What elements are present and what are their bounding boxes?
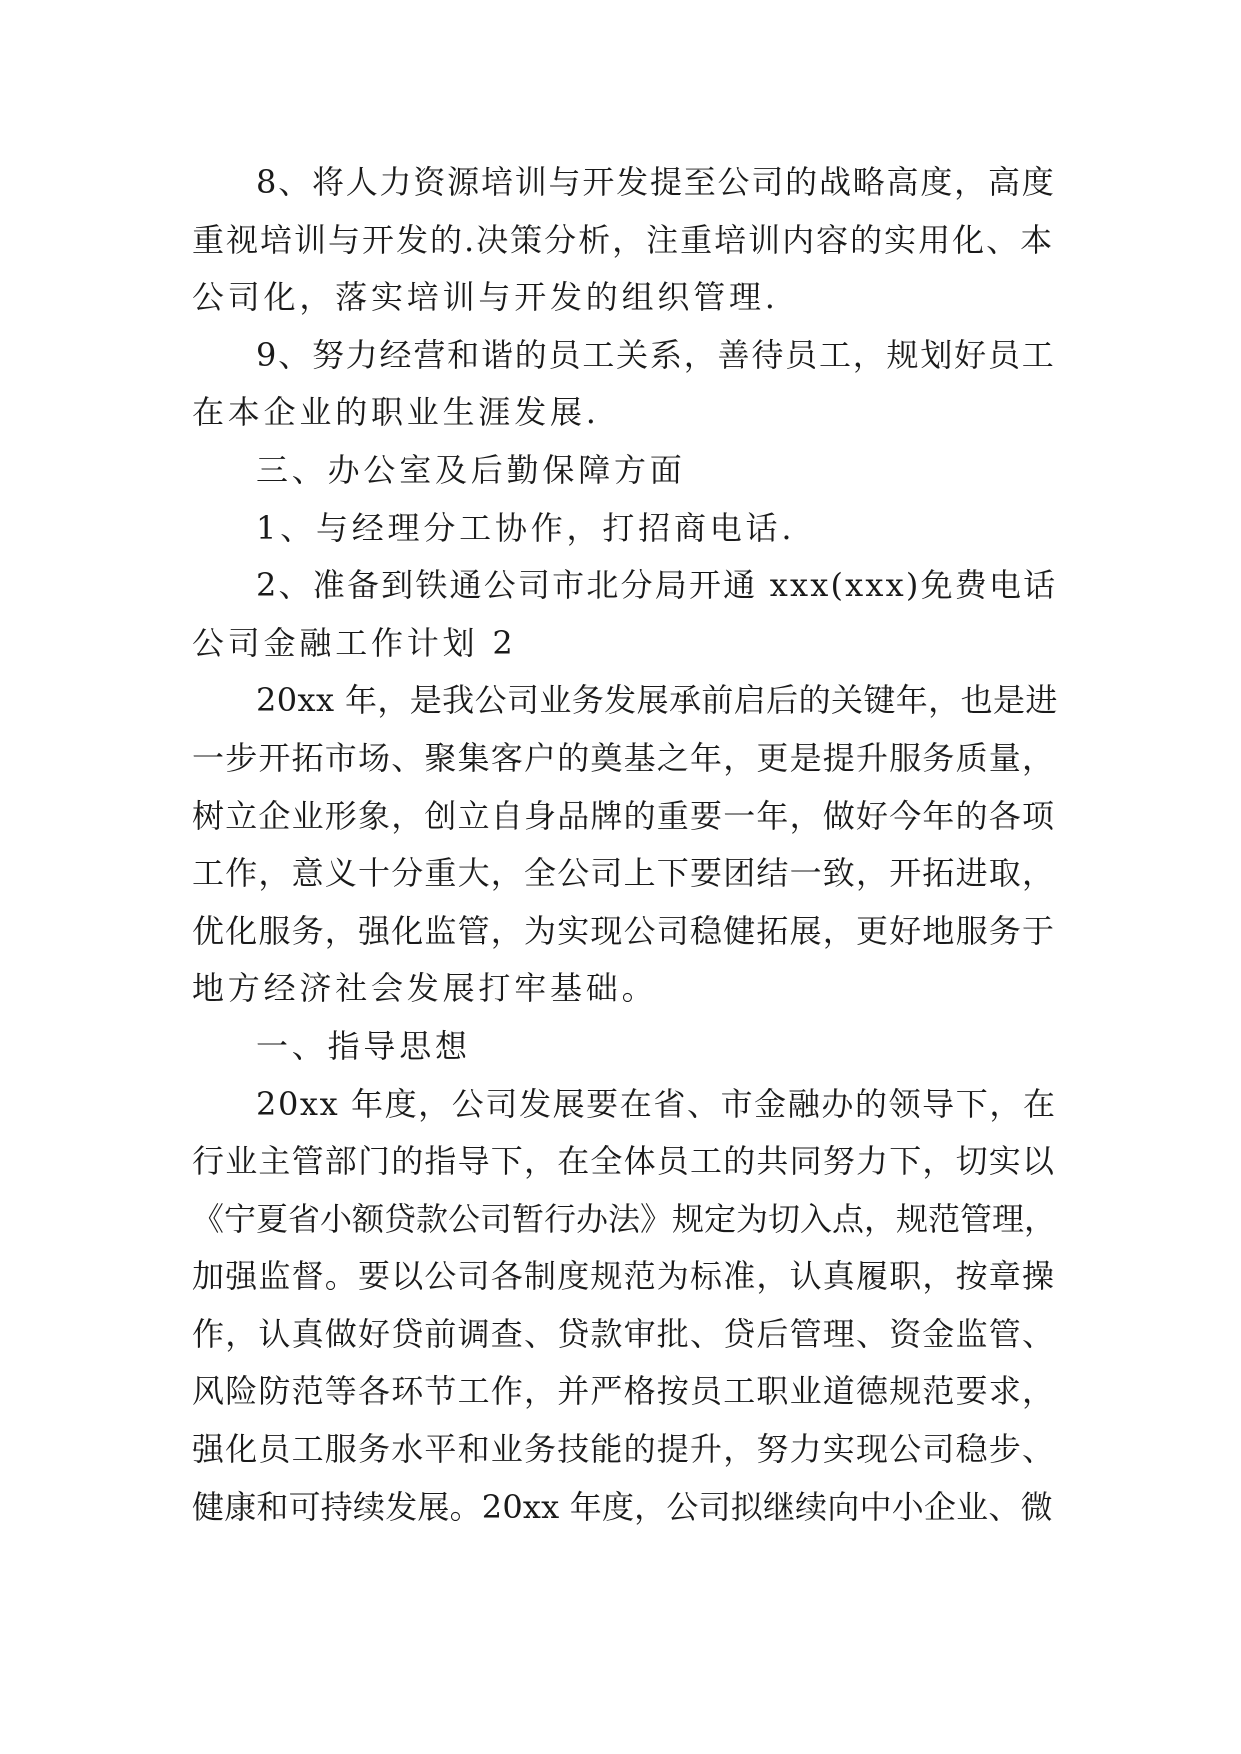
text-line: 8、将人力资源培训与开发提至公司的战略高度，高度	[256, 163, 1056, 201]
text-line: 强化员工服务水平和业务技能的提升，努力实现公司稳步、	[192, 1430, 1056, 1469]
text-line: 在本企业的职业生涯发展.	[192, 393, 600, 432]
text-line: 9、努力经营和谐的员工关系，善待员工，规划好员工	[256, 335, 1056, 374]
paragraph	[192, 1018, 1058, 1076]
text-line: 树立企业形象，创立自身品牌的重要一年，做好今年的各项	[192, 796, 1056, 835]
text-line: 作，认真做好贷前调查、贷款审批、贷后管理、资金监管、	[192, 1314, 1056, 1353]
paragraph	[192, 327, 1058, 442]
paragraph	[192, 557, 1058, 615]
text-line: 一、指导思想	[256, 1026, 471, 1065]
text-line: 公司化，落实培训与开发的组织管理.	[192, 278, 779, 317]
paragraph	[192, 1076, 1058, 1537]
paragraph	[192, 500, 1058, 558]
document-body	[192, 154, 1058, 1536]
text-line: 2、准备到铁通公司市北分局开通 xxx(xxx)免费电话	[256, 566, 1058, 605]
text-line: 一步开拓市场、聚集客户的奠基之年，更是提升服务质量，	[192, 738, 1056, 777]
text-line: 重视培训与开发的.决策分析，注重培训内容的实用化、本	[192, 220, 1055, 259]
text-line: 优化服务，强化监管，为实现公司稳健拓展，更好地服务于	[192, 911, 1056, 950]
text-line: 20xx 年，是我公司业务发展承前启后的关键年，也是进	[256, 681, 1058, 720]
paragraph	[192, 154, 1058, 327]
text-line: 加强监督。要以公司各制度规范为标准，认真履职，按章操	[192, 1257, 1056, 1296]
text-line: 20xx 年度，公司发展要在省、市金融办的领导下，在	[256, 1084, 1057, 1123]
text-line: 《宁夏省小额贷款公司暂行办法》规定为切入点，规范管理，	[192, 1199, 1057, 1238]
text-line: 工作，意义十分重大，全公司上下要团结一致，开拓进取，	[192, 854, 1056, 893]
paragraph	[192, 442, 1058, 500]
paragraph	[192, 672, 1058, 1018]
text-line: 行业主管部门的指导下，在全体员工的共同努力下，切实以	[192, 1142, 1056, 1181]
text-line: 三、办公室及后勤保障方面	[256, 450, 686, 489]
section-heading	[192, 615, 1058, 673]
text-line: 风险防范等各环节工作，并严格按员工职业道德规范要求，	[192, 1372, 1056, 1411]
text-line: 健康和可持续发展。20xx 年度，公司拟继续向中小企业、微	[192, 1487, 1053, 1526]
text-line: 1、与经理分工协作，打招商电话.	[256, 508, 796, 547]
text-line: 地方经济社会发展打牢基础。	[192, 969, 658, 1008]
text-line: 公司金融工作计划 2	[192, 623, 517, 662]
